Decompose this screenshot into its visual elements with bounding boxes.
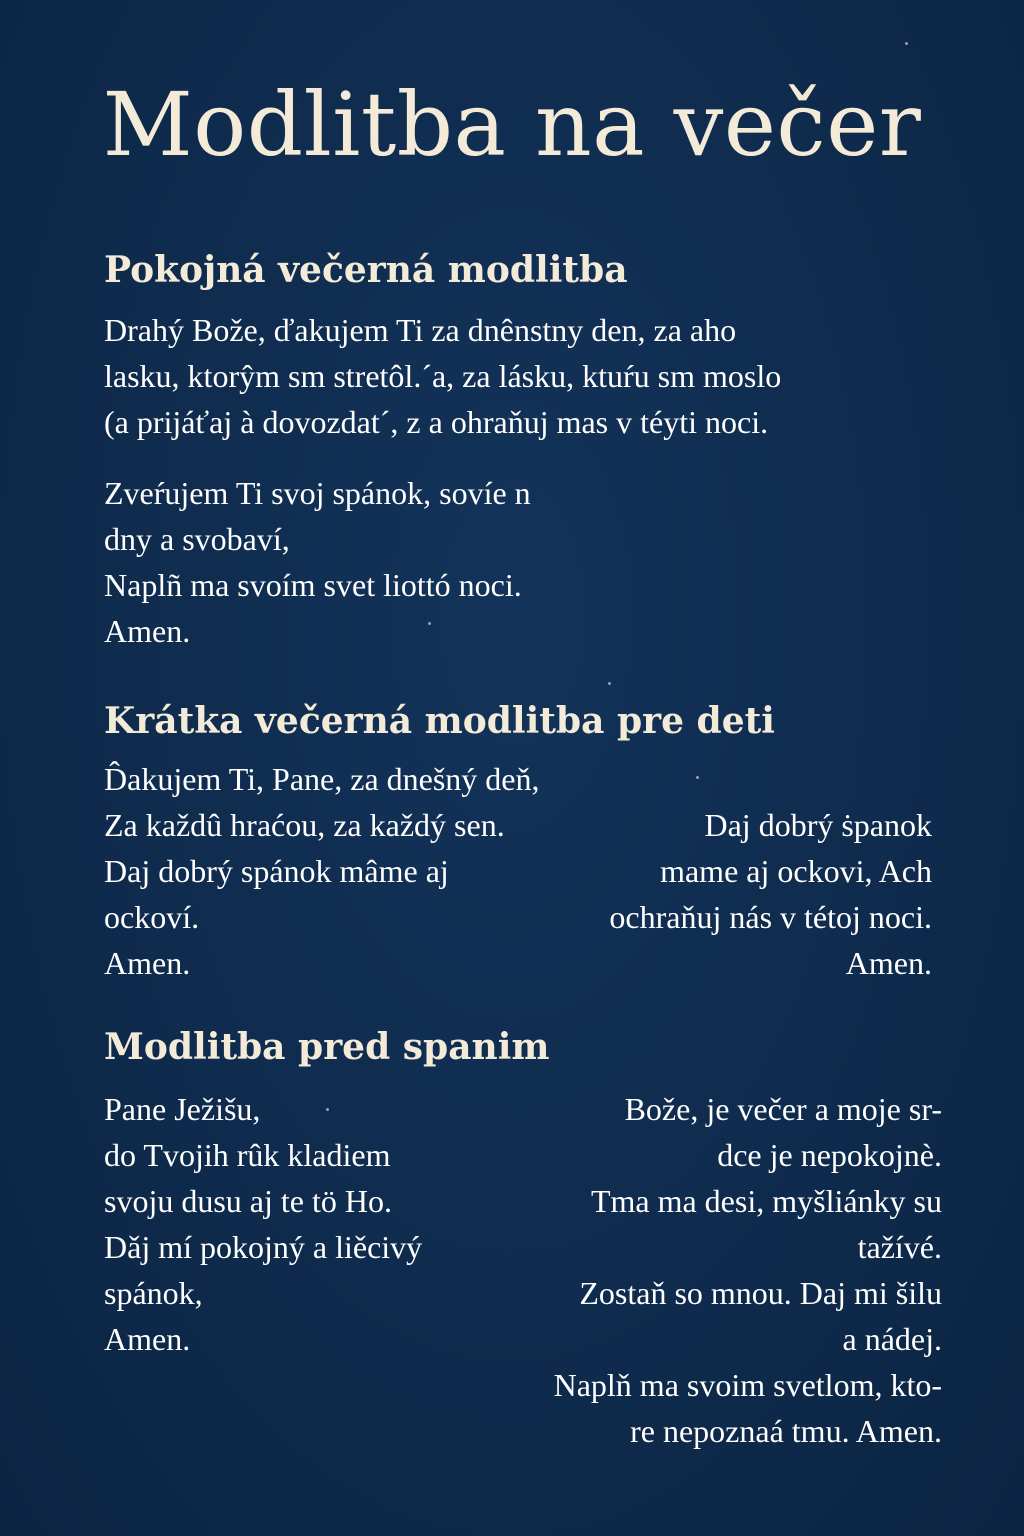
text-line: Dǎj mí pokojný a liěcivý [104, 1229, 423, 1265]
text-line: Zveŕujem Ti svoj spánok, sovíe n [104, 475, 531, 511]
text-line: Naplň ma svoim svetlom, kto- [553, 1367, 942, 1403]
text-line: a nádej. [842, 1321, 942, 1357]
children-prayer-left-column [104, 756, 574, 986]
text-line: ockoví. [104, 899, 200, 935]
section-heading-children-prayer: Krátka večerná modlitba pre deti [104, 700, 775, 742]
text-line: ochraňuj nás v tétoj noci. [609, 899, 932, 935]
text-line: (a prijáťaj à dovozdat´, z a ohraňuj mas v téyti noci. [104, 404, 769, 440]
before-sleep-left-column [104, 1086, 504, 1362]
before-sleep-right-column [470, 1086, 942, 1454]
text-line: Amen. [104, 613, 191, 649]
text-line: dny a svobaví, [104, 521, 290, 557]
speck-decoration [326, 1108, 329, 1111]
text-line: Zostaň so mnou. Daj mi šilu [579, 1275, 942, 1311]
text-line: mame aj ockovi, Ach [660, 853, 932, 889]
text-line: do Tvojih rûk kladiem [104, 1137, 391, 1173]
text-line: Bože, je večer a moje sr- [624, 1091, 942, 1127]
text-line: lasku, ktorŷm sm stretôl.´a, za lásku, ktuŕu sm moslo [104, 358, 782, 394]
speck-decoration [428, 622, 431, 625]
text-line: Amen. [845, 945, 932, 981]
text-line: svoju dusu aj te tö Ho. [104, 1183, 392, 1219]
text-line: Drahý Bože, ďakujem Ti za dnênstny den, za aho [104, 312, 737, 348]
text-line: spánok, [104, 1275, 203, 1311]
text-line: Amen. [104, 1321, 191, 1357]
text-line: Pane Ježišu, [104, 1091, 261, 1127]
text-line: Tma ma desi, myšliánky su [590, 1183, 942, 1219]
speck-decoration [696, 776, 699, 779]
calm-prayer-paragraph-1 [104, 307, 924, 445]
text-line: Naplñ ma svoím svet liottó noci. [104, 567, 522, 603]
section-heading-calm-evening-prayer: Pokojná večerná modlitba [104, 249, 628, 291]
text-line: Daj dobrý ṡpanok [704, 807, 932, 843]
text-line: Za každû hraćou, za každý sen. [104, 807, 505, 843]
section-heading-before-sleep-prayer: Modlitba pred spanim [104, 1026, 550, 1068]
text-line: Daj dobrý spánok mâme aj [104, 853, 449, 889]
speck-decoration [905, 42, 908, 45]
calm-prayer-paragraph-2 [104, 470, 704, 654]
text-line: Amen. [104, 945, 191, 981]
text-line: re nepoznaá tmu. Amen. [630, 1413, 942, 1449]
text-line: tažívé. [857, 1229, 942, 1265]
text-line: D̂akujem Ti, Pane, za dnešný deň, [104, 761, 540, 797]
children-prayer-right-column [520, 802, 932, 986]
speck-decoration [608, 682, 611, 685]
text-line: dce je nepokojnè. [717, 1137, 942, 1173]
page-title: Modlitba na večer [102, 73, 922, 176]
